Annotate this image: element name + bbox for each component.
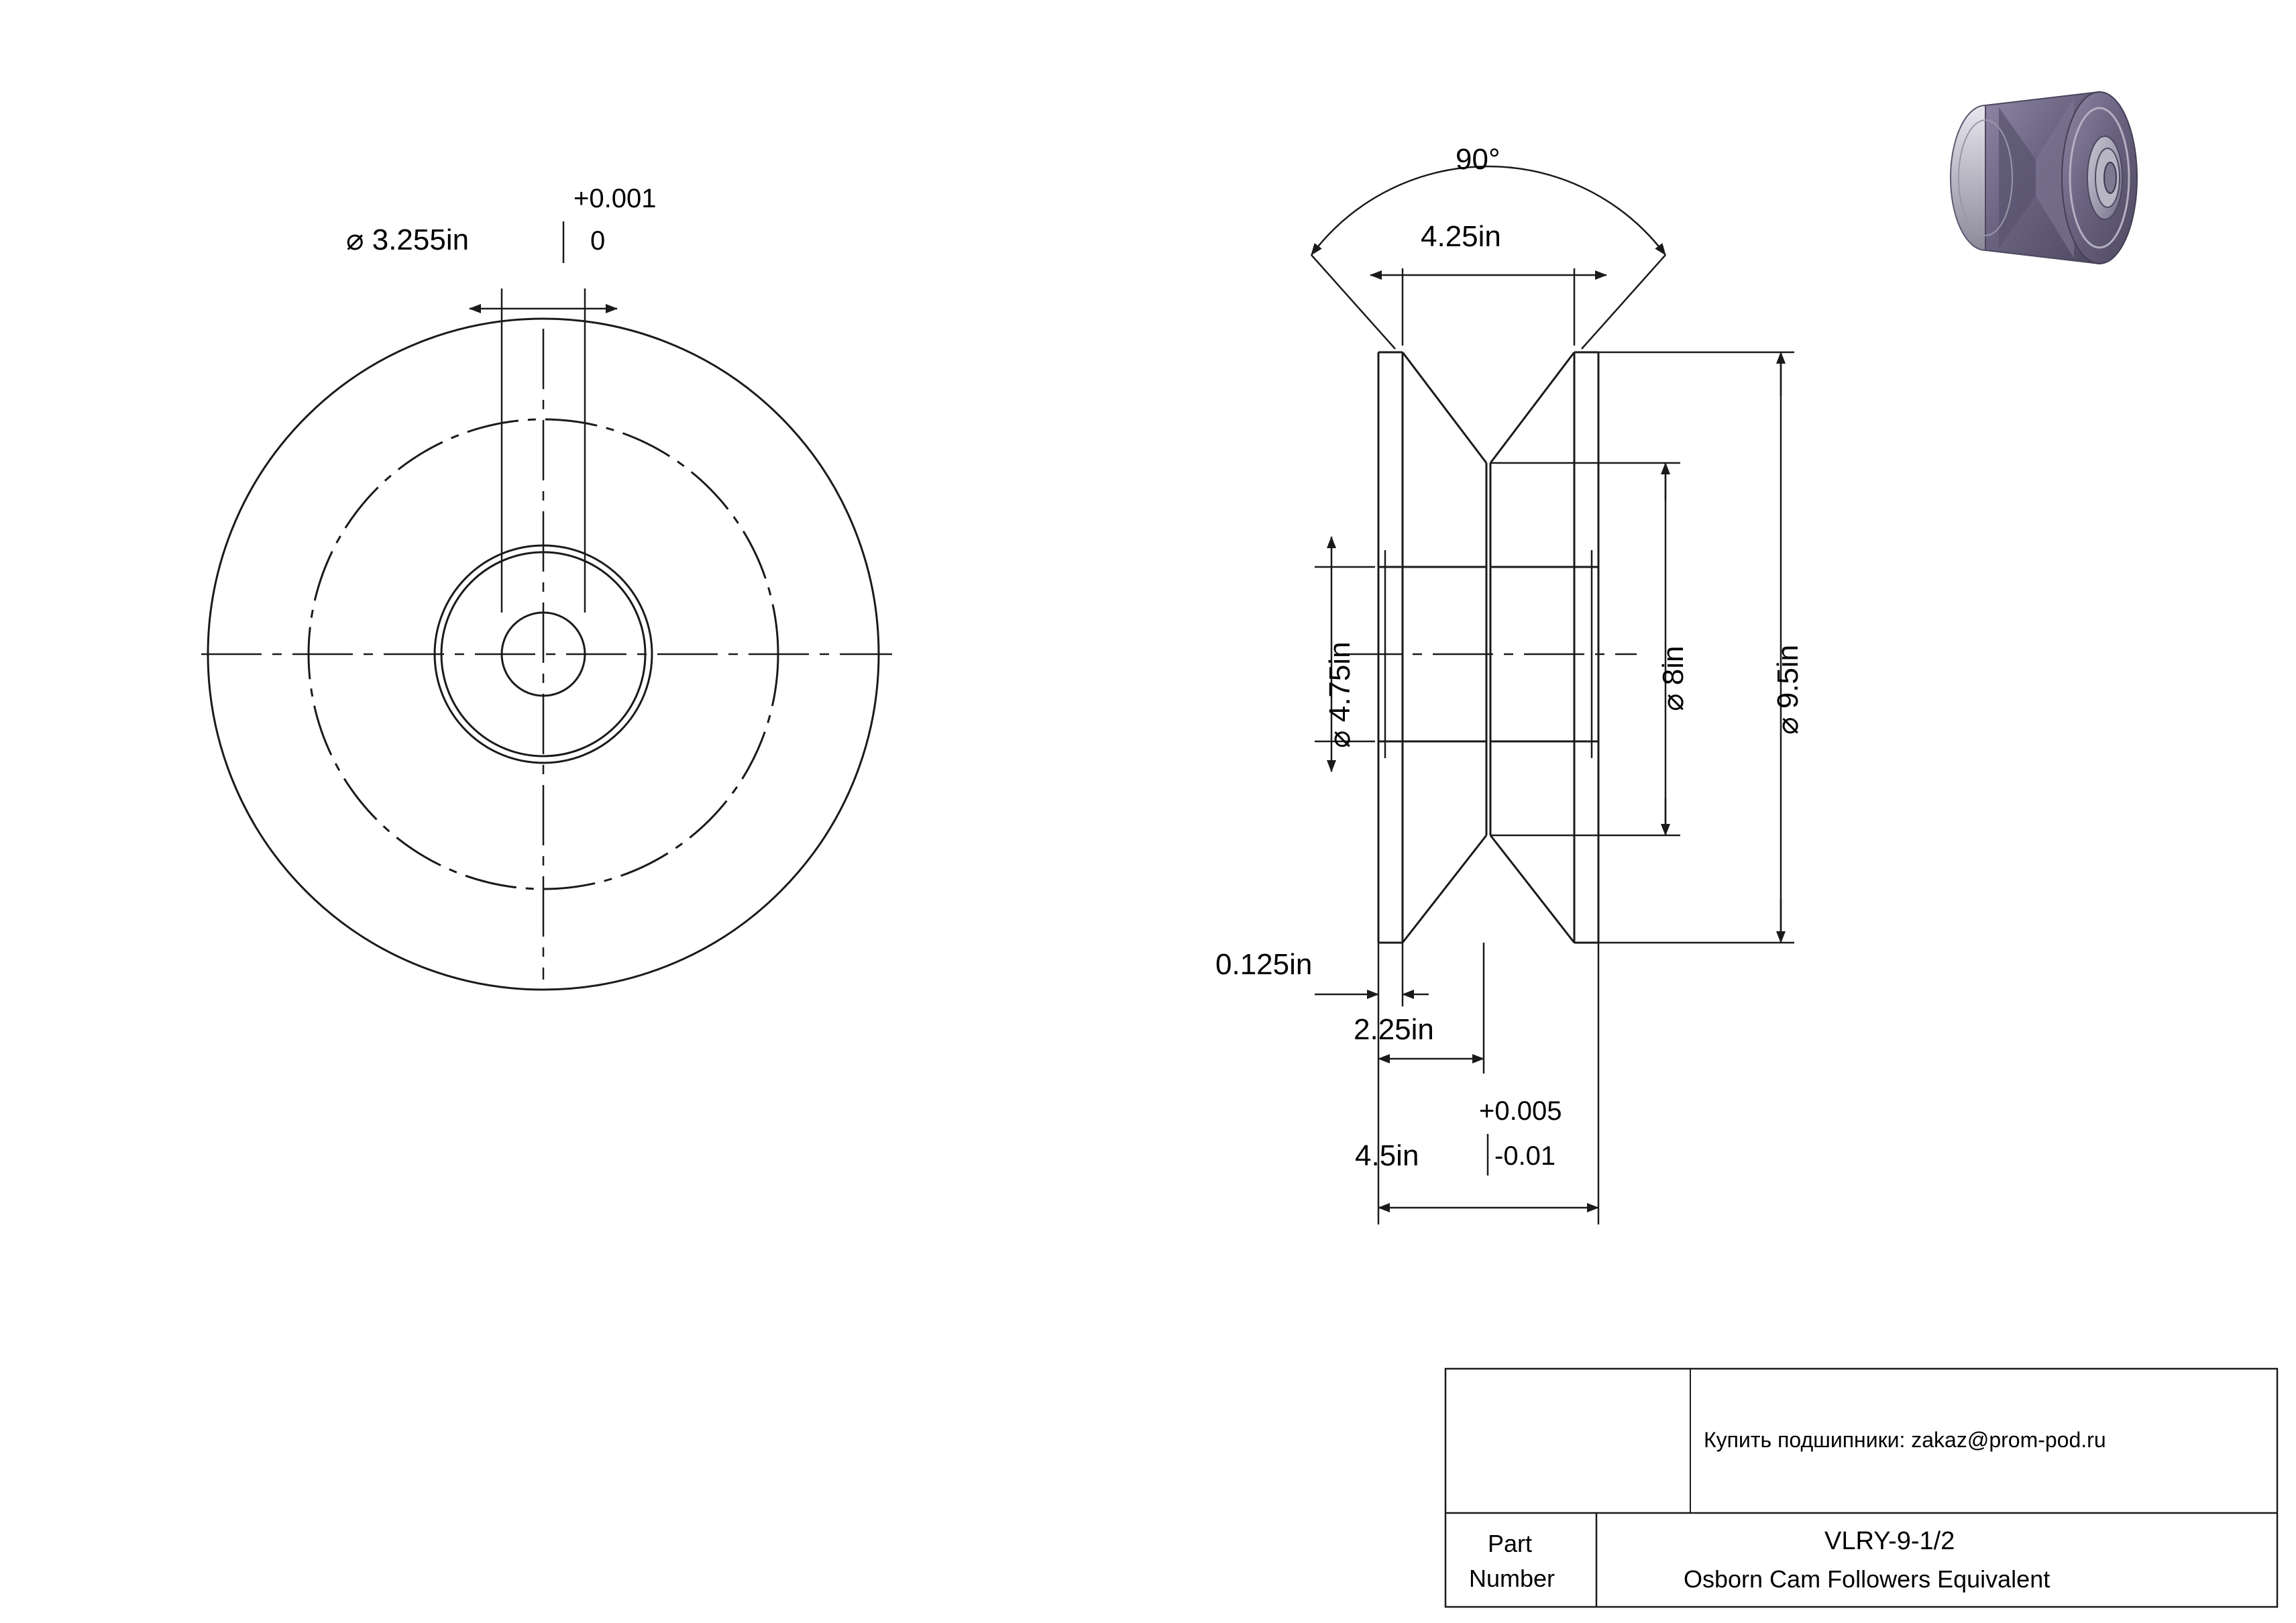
groove-width-text: 4.25in <box>1421 220 1501 253</box>
groove-root-diameter-value: 8in <box>1657 645 1690 686</box>
outer-diameter-value: 9.5in <box>1771 644 1804 709</box>
front-view-geometry <box>201 319 892 990</box>
outer-diameter-dimension <box>1598 352 1794 943</box>
part-number: VLRY-9-1/2 <box>1824 1527 1955 1555</box>
flange-thickness-dimension <box>1315 943 1429 1006</box>
hub-width-text: 2.25in <box>1354 1013 1434 1046</box>
bore-diameter-value: 3.255in <box>372 223 470 256</box>
diameter-symbol: ⌀ <box>1323 730 1356 748</box>
groove-angle-text: 90° <box>1456 143 1500 176</box>
overall-width-text: 4.5in <box>1355 1139 1419 1172</box>
part-description: Osborn Cam Followers Equivalent <box>1684 1565 2051 1593</box>
bore-tolerance-upper: +0.001 <box>573 184 657 213</box>
hub-width-dimension <box>1378 943 1484 1074</box>
groove-width-dimension <box>1370 268 1606 346</box>
section-view-geometry <box>1342 352 1637 943</box>
groove-angle-dimension <box>1311 166 1665 349</box>
overall-width-tolerance-lower: -0.01 <box>1494 1141 1556 1171</box>
flange-thickness-text: 0.125in <box>1215 948 1313 981</box>
contact-note: Купить подшипники: zakaz@prom-pod.ru <box>1704 1428 2106 1452</box>
pulley-3d-body <box>1951 92 2137 264</box>
diameter-symbol: ⌀ <box>346 223 364 256</box>
overall-width-tolerance-upper: +0.005 <box>1479 1096 1562 1126</box>
diameter-symbol: ⌀ <box>1771 717 1804 735</box>
part-label-line2: Number <box>1469 1565 1555 1592</box>
groove-root-diameter-dimension <box>1490 463 1680 835</box>
inner-diameter-text <box>1325 641 1356 748</box>
overall-width-dimension <box>1378 943 1598 1224</box>
part-label-line1: Part <box>1488 1530 1533 1557</box>
diameter-symbol: ⌀ <box>1657 693 1690 711</box>
inner-diameter-value: 4.75in <box>1323 641 1356 723</box>
isometric-render <box>1898 67 2180 289</box>
bore-diameter-text <box>346 225 469 256</box>
outer-diameter-text <box>1773 645 1804 735</box>
bore-tolerance-lower: 0 <box>590 226 606 256</box>
groove-root-diameter-text <box>1658 646 1689 711</box>
